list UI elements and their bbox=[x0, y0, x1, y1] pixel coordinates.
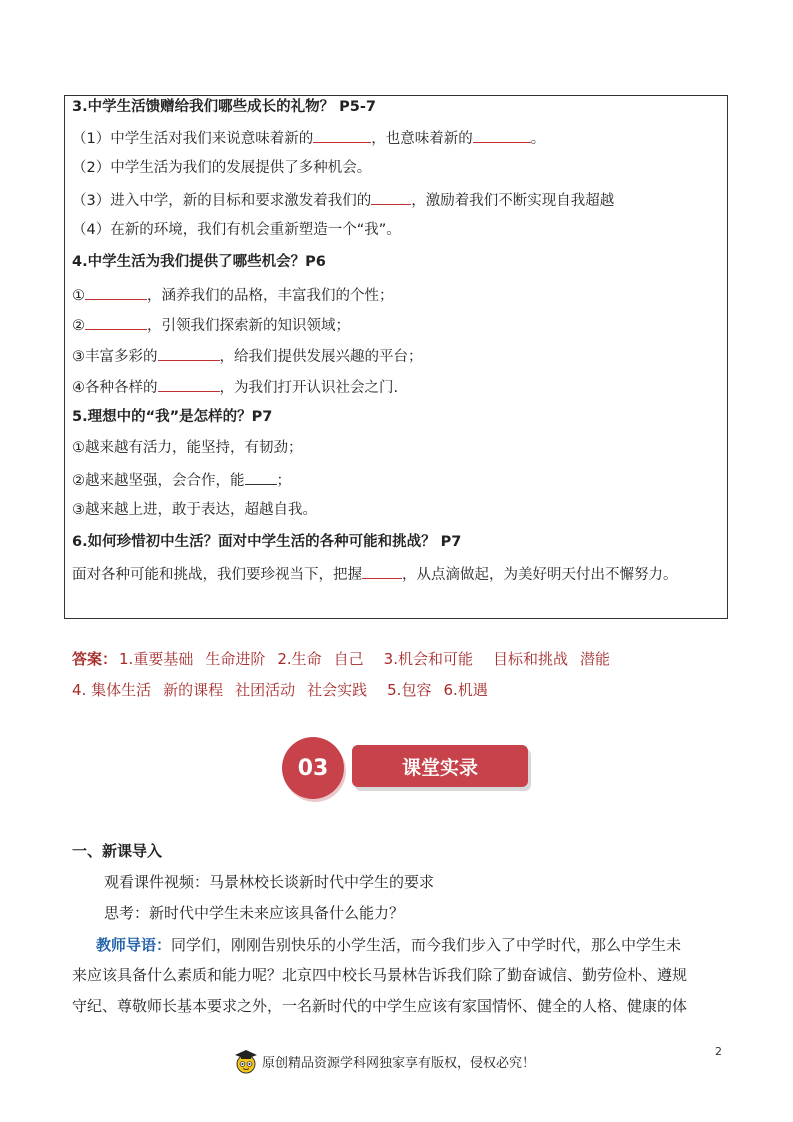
answers-line-1: 答案： 1.重要基础 生命进阶 2.生命 自己 3.机会和可能 目标和挑战 潜能 bbox=[72, 650, 611, 668]
fill-blank[interactable] bbox=[245, 469, 277, 485]
page-number: 2 bbox=[715, 1045, 722, 1058]
q5-item-3: ③越来越上进，敢于表达，超越自我。 bbox=[72, 502, 317, 518]
fill-blank[interactable] bbox=[158, 376, 220, 392]
question-4-title: 4.中学生活为我们提供了哪些机会？P6 bbox=[72, 254, 326, 270]
fill-blank[interactable] bbox=[371, 189, 411, 205]
q4-item-3: ③丰富多彩的 ，给我们提供发展兴趣的平台； bbox=[72, 345, 423, 367]
fill-blank[interactable] bbox=[313, 127, 371, 143]
fill-blank[interactable] bbox=[158, 345, 220, 361]
q5-item-2: ②越来越坚强，会合作，能 ； bbox=[72, 469, 291, 491]
q4-item-4: ④各种各样的 ，为我们打开认识社会之门. bbox=[72, 376, 398, 398]
scholar-mascot-icon bbox=[232, 1047, 260, 1075]
answers-line-2: 4. 集体生活 新的课程 社团活动 社会实践 5.包容 6.机遇 bbox=[72, 681, 488, 699]
q5-item-1: ①越来越有活力，能坚持，有韧劲； bbox=[72, 440, 303, 456]
q3-item-3: （3）进入中学，新的目标和要求激发着我们的 ，激励着我们不断实现自我超越 bbox=[72, 189, 614, 211]
lesson-paragraph-1: 观看课件视频：马景林校长谈新时代中学生的要求 bbox=[104, 873, 435, 891]
section-title-bar: 课堂实录 bbox=[352, 745, 528, 787]
q3-item-2: （2）中学生活为我们的发展提供了多种机会。 bbox=[72, 160, 372, 176]
fill-blank[interactable] bbox=[85, 284, 147, 300]
question-3-title: 3.中学生活馈赠给我们哪些成长的礼物？ P5-7 bbox=[72, 99, 376, 115]
teacher-intro-line-3: 守纪、尊敬师长基本要求之外，一名新时代的中学生应该有家国情怀、健全的人格、健康的体 bbox=[72, 997, 688, 1015]
q6-line: 面对各种可能和挑战，我们要珍视当下，把握 ，从点滴做起，为美好明天付出不懈努力。 bbox=[72, 563, 678, 585]
teacher-intro-line-1: 教师导语：同学们，刚刚告别快乐的小学生活，而今我们步入了中学时代，那么中学生未 bbox=[96, 936, 682, 954]
lesson-heading: 一、新课导入 bbox=[72, 842, 163, 860]
question-6-title: 6.如何珍惜初中生活？面对中学生活的各种可能和挑战？ P7 bbox=[72, 534, 462, 550]
q4-item-2: ② ，引领我们探索新的知识领域； bbox=[72, 314, 350, 336]
footer bbox=[232, 1046, 535, 1076]
lesson-paragraph-2: 思考：新时代中学生未来应该具备什么能力？ bbox=[104, 904, 405, 922]
question-5-title: 5.理想中的“我”是怎样的？P7 bbox=[72, 409, 273, 425]
teacher-intro-line-2: 来应该具备什么素质和能力呢？北京四中校长马景林告诉我们除了勤奋诚信、勤劳俭朴、遵规 bbox=[72, 966, 688, 984]
fill-blank[interactable] bbox=[473, 127, 531, 143]
q4-item-1: ① ，涵养我们的品格，丰富我们的个性； bbox=[72, 284, 394, 306]
q3-item-1: （1）中学生活对我们来说意味着新的 ，也意味着新的 。 bbox=[72, 127, 545, 149]
fill-blank[interactable] bbox=[362, 563, 402, 579]
section-number-badge: 03 bbox=[282, 737, 344, 799]
copyright-notice: 原创精品资源学科网独家享有版权，侵权必究！ bbox=[262, 1055, 536, 1071]
fill-blank[interactable] bbox=[85, 314, 147, 330]
teacher-label: 教师导语： bbox=[96, 936, 172, 954]
q3-item-4: （4）在新的环境，我们有机会重新塑造一个“我”。 bbox=[72, 222, 401, 238]
